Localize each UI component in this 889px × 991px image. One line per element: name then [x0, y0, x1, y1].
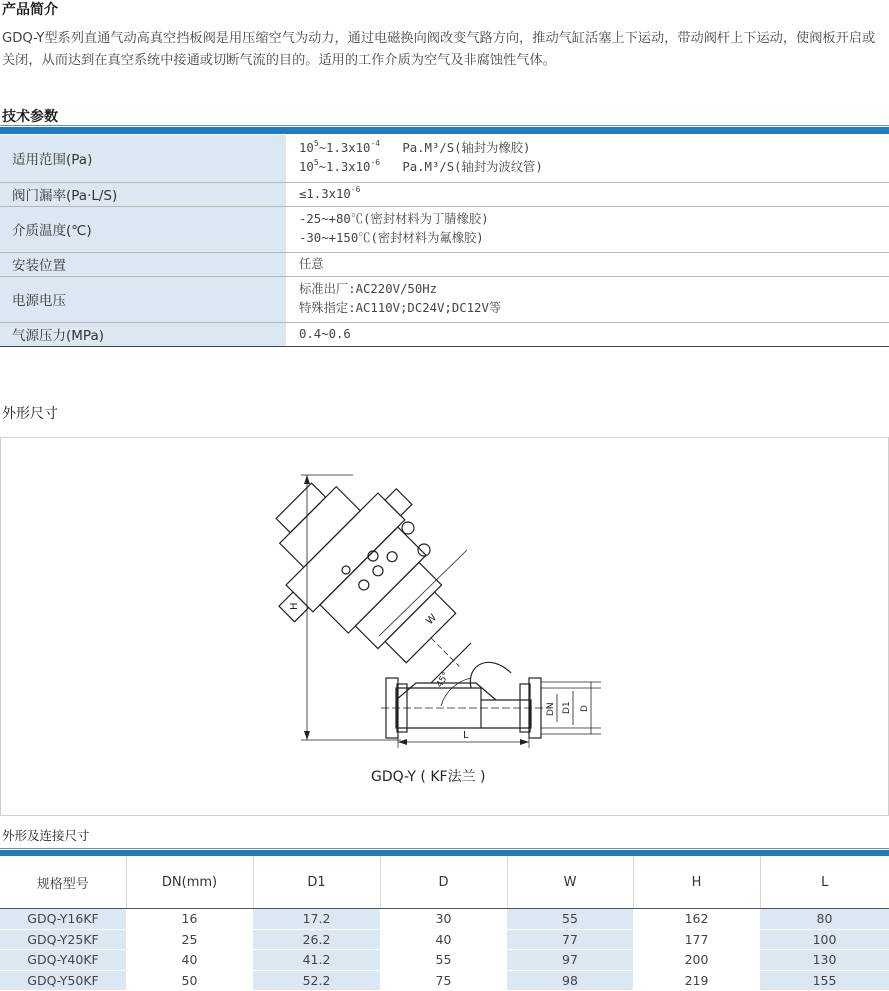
spec-key: 阀门漏率(Pa·L/S)	[0, 182, 286, 206]
table-cell: 55	[507, 909, 633, 930]
table-cell: 177	[633, 929, 760, 950]
label-DN: DN	[546, 702, 556, 716]
label-angle: 45°	[434, 670, 452, 690]
table-cell: 77	[507, 929, 633, 950]
spec-key: 气源压力(MPa)	[0, 322, 286, 346]
valve-drawing	[1, 438, 888, 815]
table-row	[0, 929, 889, 950]
spec-value: 任意	[286, 252, 889, 276]
label-H: H	[289, 602, 300, 610]
spec-row	[0, 182, 889, 206]
tech-divider	[0, 125, 889, 126]
table-cell: 162	[633, 909, 760, 930]
dims-header-cell: DN(mm)	[126, 856, 253, 909]
table-cell: GDQ-Y50KF	[0, 970, 126, 991]
table-cell: 55	[380, 950, 507, 971]
spec-value: $10^5\sim 1.3x10^{-4}$ Pa.M³/S(轴封为橡胶) $10^5\sim 1.3x10^{-6}$ Pa.M³/S(轴封为波纹管)	[286, 135, 889, 182]
spec-row	[0, 322, 889, 346]
spec-value: -25~+80℃(密封材料为丁腈橡胶) -30~+150℃(密封材料为氟橡胶)	[286, 206, 889, 252]
spec-value: $\le 1.3x10^{-6}$	[286, 182, 889, 206]
spec-key: 安装位置	[0, 252, 286, 276]
table-cell: 25	[126, 929, 253, 950]
spec-row	[0, 276, 889, 322]
label-W: W	[424, 612, 440, 628]
dims-header-cell: W	[507, 856, 633, 909]
table-cell: GDQ-Y16KF	[0, 909, 126, 930]
table-cell: 200	[633, 950, 760, 971]
table-cell: GDQ-Y40KF	[0, 950, 126, 971]
dims-header-cell: 规格型号	[0, 856, 126, 909]
table-cell: 155	[760, 970, 889, 991]
table-cell: 41.2	[253, 950, 380, 971]
table-cell: 97	[507, 950, 633, 971]
table-cell: 98	[507, 970, 633, 991]
dims-title: 外形及连接尺寸	[2, 828, 90, 843]
dims-header-cell: H	[633, 856, 760, 909]
table-cell: GDQ-Y25KF	[0, 929, 126, 950]
spec-key: 适用范围(Pa)	[0, 135, 286, 182]
intro-title: 产品简介	[2, 2, 58, 18]
tech-spec-table	[0, 135, 889, 347]
label-L: L	[463, 730, 469, 741]
dims-header-cell: D	[380, 856, 507, 909]
table-cell: 100	[760, 929, 889, 950]
label-D: D	[580, 705, 590, 712]
table-row	[0, 909, 889, 930]
spec-row	[0, 135, 889, 182]
dims-header-row	[0, 856, 889, 909]
tech-title: 技术参数	[2, 109, 58, 125]
table-cell: 30	[380, 909, 507, 930]
figure-box	[0, 437, 889, 816]
figure-caption: GDQ-Y ( KF法兰 )	[371, 769, 486, 785]
spec-row	[0, 252, 889, 276]
spec-row	[0, 206, 889, 252]
table-row	[0, 970, 889, 991]
table-cell: 16	[126, 909, 253, 930]
table-cell: 50	[126, 970, 253, 991]
spec-value: 0.4~0.6	[286, 322, 889, 346]
dims-divider	[0, 848, 889, 849]
table-cell: 40	[126, 950, 253, 971]
table-cell: 75	[380, 970, 507, 991]
dims-header-cell: L	[760, 856, 889, 909]
tech-header-bar	[0, 127, 889, 134]
spec-key: 电源电压	[0, 276, 286, 322]
spec-key: 介质温度(℃)	[0, 206, 286, 252]
figure-title: 外形尺寸	[2, 406, 58, 422]
spec-value: 标准出厂:AC220V/50Hz 特殊指定:AC110V;DC24V;DC12V等	[286, 276, 889, 322]
dims-header-cell: D1	[253, 856, 380, 909]
table-cell: 26.2	[253, 929, 380, 950]
dims-table	[0, 856, 889, 991]
table-cell: 40	[380, 929, 507, 950]
table-cell: 52.2	[253, 970, 380, 991]
table-cell: 17.2	[253, 909, 380, 930]
intro-text: GDQ-Y型系列直通气动高真空挡板阀是用压缩空气为动力，通过电磁换向阀改变气路方向，推动气缸活塞上下运动，带动阀杆上下运动，使阀板开启或关闭，从而达到在真空系统中接通或切断气流的目的。适用的工作介质为空气及非腐蚀性气体。	[2, 31, 876, 68]
label-D1: D1	[562, 701, 572, 714]
table-cell: 130	[760, 950, 889, 971]
table-cell: 80	[760, 909, 889, 930]
table-cell: 219	[633, 970, 760, 991]
table-row	[0, 950, 889, 971]
